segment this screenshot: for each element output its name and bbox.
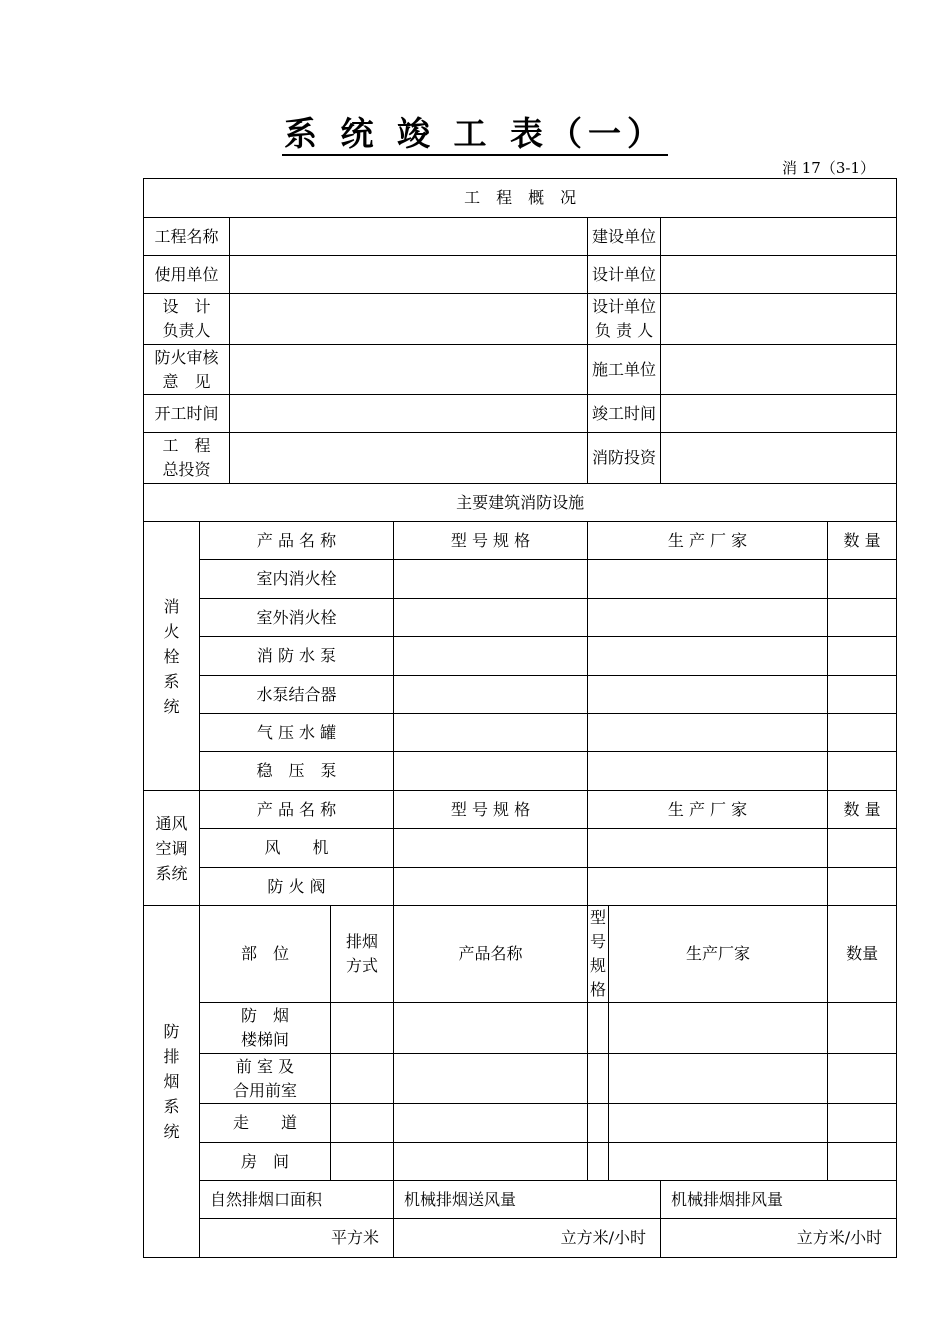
manufacturer-field[interactable] — [588, 676, 828, 714]
quantity-field[interactable] — [828, 1143, 897, 1181]
product-name: 水泵结合器 — [200, 676, 394, 714]
hydrant-system-label: 消 火 栓 系 统 — [144, 522, 200, 791]
quantity-field[interactable] — [828, 752, 897, 791]
quantity-field[interactable] — [828, 560, 897, 599]
model-spec-field[interactable] — [588, 1104, 609, 1143]
column-header: 型 号 规 格 — [394, 522, 588, 560]
column-header: 排烟 方式 — [331, 906, 394, 1003]
quantity-field[interactable] — [828, 1003, 897, 1054]
column-header: 产品名称 — [394, 906, 588, 1003]
manufacturer-field[interactable] — [588, 829, 828, 868]
table-row — [144, 1054, 897, 1104]
product-name-field[interactable] — [394, 1143, 588, 1181]
product-name-field[interactable] — [394, 1003, 588, 1054]
construction-company-field[interactable] — [661, 345, 897, 395]
overview-row — [144, 433, 897, 484]
product-name: 风 机 — [200, 829, 394, 868]
location-name: 前 室 及 合用前室 — [200, 1054, 331, 1104]
manufacturer-field[interactable] — [588, 868, 828, 906]
column-header: 数 量 — [828, 522, 897, 560]
table-row — [144, 714, 897, 752]
overview-label: 消防投资 — [588, 433, 661, 484]
manufacturer-field[interactable] — [609, 1054, 828, 1104]
overview-row — [144, 345, 897, 395]
overview-header: 工 程 概 况 — [144, 179, 897, 218]
table-row — [144, 637, 897, 676]
fire-review-field[interactable] — [230, 345, 588, 395]
exhaust-method-field[interactable] — [331, 1143, 394, 1181]
overview-label: 施工单位 — [588, 345, 661, 395]
manufacturer-field[interactable] — [588, 714, 828, 752]
quantity-field[interactable] — [828, 1054, 897, 1104]
column-header: 生产厂家 — [609, 906, 828, 1003]
table-row — [144, 829, 897, 868]
table-row — [144, 1003, 897, 1054]
table-row — [144, 868, 897, 906]
quantity-field[interactable] — [828, 676, 897, 714]
mech-exhaust-air-label: 机械排烟排风量 — [661, 1181, 897, 1219]
overview-label: 设计单位 — [588, 256, 661, 294]
overview-label: 防火审核 意 见 — [144, 345, 230, 395]
column-header: 产 品 名 称 — [200, 791, 394, 829]
table-row — [144, 1143, 897, 1181]
overview-row — [144, 218, 897, 256]
manufacturer-field[interactable] — [588, 560, 828, 599]
project-name-field[interactable] — [230, 218, 588, 256]
table-row — [144, 560, 897, 599]
smoke-section — [144, 906, 897, 1258]
column-header: 产 品 名 称 — [200, 522, 394, 560]
facilities-header: 主要建筑消防设施 — [144, 484, 897, 522]
overview-label: 竣工时间 — [588, 395, 661, 433]
product-name: 稳 压 泵 — [200, 752, 394, 791]
exhaust-method-field[interactable] — [331, 1054, 394, 1104]
overview-row — [144, 294, 897, 345]
product-name: 气 压 水 罐 — [200, 714, 394, 752]
manufacturer-field[interactable] — [609, 1003, 828, 1054]
completion-form-table — [143, 178, 897, 1258]
natural-vent-area-label: 自然排烟口面积 — [200, 1181, 394, 1219]
location-name: 走 道 — [200, 1104, 331, 1143]
column-header: 生 产 厂 家 — [588, 791, 828, 829]
quantity-field[interactable] — [828, 637, 897, 676]
model-spec-field[interactable] — [394, 560, 588, 599]
table-row — [144, 676, 897, 714]
product-name-field[interactable] — [394, 1104, 588, 1143]
model-spec-field[interactable] — [394, 829, 588, 868]
column-header: 生 产 厂 家 — [588, 522, 828, 560]
total-investment-field[interactable] — [230, 433, 588, 484]
model-spec-field[interactable] — [588, 1054, 609, 1104]
model-spec-field[interactable] — [394, 752, 588, 791]
form-code: 消 17（3-1） — [781, 159, 875, 177]
user-unit-field[interactable] — [230, 256, 588, 294]
model-spec-field[interactable] — [394, 676, 588, 714]
column-header: 型 号 规 格 — [394, 791, 588, 829]
design-unit-field[interactable] — [661, 256, 897, 294]
overview-label: 建设单位 — [588, 218, 661, 256]
product-name: 防 火 阀 — [200, 868, 394, 906]
start-date-field[interactable] — [230, 395, 588, 433]
overview-label: 设 计 负责人 — [144, 294, 230, 345]
location-name: 防 烟 楼梯间 — [200, 1003, 331, 1054]
model-spec-field[interactable] — [588, 1003, 609, 1054]
manufacturer-field[interactable] — [609, 1104, 828, 1143]
exhaust-method-field[interactable] — [331, 1003, 394, 1054]
location-name: 房 间 — [200, 1143, 331, 1181]
natural-vent-area-field[interactable]: 平方米 — [200, 1219, 394, 1258]
hvac-section — [144, 791, 897, 906]
manufacturer-field[interactable] — [588, 637, 828, 676]
table-row — [144, 1104, 897, 1143]
table-row — [144, 752, 897, 791]
design-unit-lead-field[interactable] — [661, 294, 897, 345]
overview-label: 工程名称 — [144, 218, 230, 256]
design-lead-field[interactable] — [230, 294, 588, 345]
quantity-field[interactable] — [828, 868, 897, 906]
column-header: 数量 — [828, 906, 897, 1003]
hydrant-section — [144, 522, 897, 791]
overview-label: 开工时间 — [144, 395, 230, 433]
fire-investment-field[interactable] — [661, 433, 897, 484]
smoke-system-label: 防 排 烟 系 统 — [144, 906, 200, 1258]
column-header: 数 量 — [828, 791, 897, 829]
product-name: 室内消火栓 — [200, 560, 394, 599]
quantity-field[interactable] — [828, 599, 897, 637]
overview-label: 使用单位 — [144, 256, 230, 294]
model-spec-field[interactable] — [394, 637, 588, 676]
overview-label: 设计单位 负 责 人 — [588, 294, 661, 345]
manufacturer-field[interactable] — [588, 752, 828, 791]
model-spec-field[interactable] — [394, 714, 588, 752]
exhaust-method-field[interactable] — [331, 1104, 394, 1143]
quantity-field[interactable] — [828, 714, 897, 752]
overview-row — [144, 395, 897, 433]
mech-exhaust-air-field[interactable]: 立方米/小时 — [661, 1219, 897, 1258]
overview-section — [144, 179, 897, 522]
model-spec-field[interactable] — [394, 599, 588, 637]
product-name-field[interactable] — [394, 1054, 588, 1104]
mech-supply-air-field[interactable]: 立方米/小时 — [394, 1219, 661, 1258]
quantity-field[interactable] — [828, 829, 897, 868]
manufacturer-field[interactable] — [609, 1143, 828, 1181]
manufacturer-field[interactable] — [588, 599, 828, 637]
product-name: 消 防 水 泵 — [200, 637, 394, 676]
table-row — [144, 599, 897, 637]
hvac-system-label: 通风 空调 系统 — [144, 791, 200, 906]
model-spec-field[interactable] — [588, 1143, 609, 1181]
construction-unit-field[interactable] — [661, 218, 897, 256]
completion-date-field[interactable] — [661, 395, 897, 433]
product-name: 室外消火栓 — [200, 599, 394, 637]
mech-supply-air-label: 机械排烟送风量 — [394, 1181, 661, 1219]
overview-row — [144, 256, 897, 294]
quantity-field[interactable] — [828, 1104, 897, 1143]
column-header: 型号 规格 — [588, 906, 609, 1003]
model-spec-field[interactable] — [394, 868, 588, 906]
column-header: 部 位 — [200, 906, 331, 1003]
overview-label: 工 程 总投资 — [144, 433, 230, 484]
page-title: 系 统 竣 工 表（一） — [0, 108, 950, 155]
